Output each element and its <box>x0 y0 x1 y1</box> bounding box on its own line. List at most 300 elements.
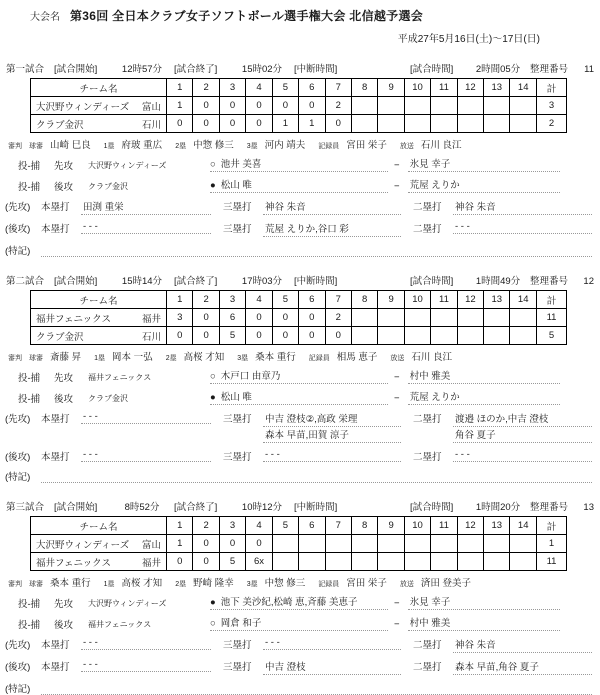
inning-header-cell: 10 <box>405 291 431 309</box>
battery-separator: − <box>394 619 400 630</box>
inning-header-cell: 1 <box>167 79 193 97</box>
officials-row <box>0 349 600 363</box>
battery-label: 投-捕 <box>18 620 41 631</box>
team-total: 2 <box>537 115 567 133</box>
inning-score-cell <box>299 535 325 553</box>
inning-score-cell: 6 <box>220 309 246 327</box>
pitcher-field <box>210 177 388 193</box>
inning-score-cell: 0 <box>220 115 246 133</box>
inning-score-cell <box>484 309 510 327</box>
double-line: - - - <box>453 221 592 234</box>
inning-score-cell <box>378 553 404 571</box>
battery-separator: − <box>394 372 400 383</box>
triple-label: 三塁打 <box>223 224 252 235</box>
line-score-table <box>30 78 567 133</box>
inning-header-cell: 9 <box>378 291 404 309</box>
triple-line: 中吉 澄枝②,高政 栄理 <box>263 411 401 427</box>
inning-score-cell <box>352 535 378 553</box>
inning-scores <box>167 97 537 115</box>
team-row <box>31 535 567 553</box>
inning-score-cell <box>378 309 404 327</box>
double-line: - - - <box>453 449 592 462</box>
game-title: 第一試合 <box>6 64 45 75</box>
inning-score-cell: 0 <box>246 115 272 133</box>
start-time: 12時57分 <box>121 64 163 75</box>
start-time: 8時52分 <box>124 502 160 513</box>
table-header-row <box>31 291 567 309</box>
end-label: [試合終了] <box>174 276 218 287</box>
homerun-label: 本塁打 <box>41 640 70 651</box>
plate-umpire-label: 球審 <box>29 355 43 362</box>
notes-line <box>41 682 592 695</box>
catcher-name: 氷見 幸子 <box>408 156 560 172</box>
inning-score-cell: 1 <box>167 535 193 553</box>
team-name-header: チーム名 <box>31 291 167 309</box>
first-base-umpire-name: 岡本 一弘 <box>112 352 153 363</box>
team-total: 5 <box>537 327 567 345</box>
notes-label: (特記) <box>5 472 31 483</box>
announcer-label: 放送 <box>390 355 405 362</box>
team-prefecture: 石川 <box>141 331 161 343</box>
inning-score-cell <box>405 327 431 345</box>
scorer-label: 記録員 <box>308 355 330 362</box>
triple-label: 三塁打 <box>223 662 252 673</box>
homerun-label: 本塁打 <box>41 414 70 425</box>
inning-header-cell: 5 <box>273 291 299 309</box>
team-name: 大沢野ウィンディーズ <box>36 539 130 551</box>
inning-score-cell: 0 <box>193 553 219 571</box>
pitcher-names: 木戸口 由章乃 <box>220 371 281 382</box>
inning-score-cell <box>431 115 457 133</box>
battery-label: 投-捕 <box>18 161 41 172</box>
hits-row-second <box>0 449 600 463</box>
inning-score-cell <box>405 115 431 133</box>
duration-value: 2時間05分 <box>475 64 521 75</box>
side-label: (後攻) <box>5 662 31 673</box>
plate-umpire-label: 球審 <box>29 143 43 150</box>
inning-headers <box>167 291 537 309</box>
battery-separator: − <box>394 181 400 192</box>
inning-score-cell <box>431 97 457 115</box>
battery-team-name: 福井フェニックス <box>88 373 152 382</box>
scorer-name: 宮田 栄子 <box>346 140 387 151</box>
double-label: 二塁打 <box>413 414 442 425</box>
announcer-name: 石川 良江 <box>411 352 453 363</box>
inning-score-cell: 0 <box>167 553 193 571</box>
inning-score-cell <box>510 97 536 115</box>
inning-header-cell: 12 <box>458 79 484 97</box>
homerun-values <box>81 199 211 215</box>
team-cell <box>31 115 167 133</box>
pitcher-field <box>210 389 388 405</box>
team-name: クラブ金沢 <box>36 119 84 131</box>
inning-score-cell <box>273 535 299 553</box>
homerun-values <box>81 659 211 672</box>
inning-header-cell: 9 <box>378 517 404 535</box>
homerun-values <box>81 449 211 462</box>
homerun-values <box>81 637 211 650</box>
serial-value: 11 <box>584 64 594 75</box>
inning-score-cell: 0 <box>299 327 325 345</box>
team-row <box>31 327 567 345</box>
start-label: [試合開始] <box>54 64 98 75</box>
third-base-label: 3塁 <box>246 143 258 150</box>
side-label: (後攻) <box>5 452 31 463</box>
battery-row-second <box>0 389 600 405</box>
scorer-label: 記録員 <box>318 143 340 150</box>
plate-umpire-name: 斎藤 昇 <box>50 352 82 363</box>
inning-score-cell <box>378 115 404 133</box>
line-score-table <box>30 290 567 345</box>
battery-row-first <box>0 594 600 610</box>
triple-label: 三塁打 <box>223 202 252 213</box>
table-header-row <box>31 79 567 97</box>
notes-row <box>0 681 600 695</box>
inning-score-cell: 2 <box>326 309 352 327</box>
duration-value: 1時間20分 <box>475 502 521 513</box>
triple-values <box>263 637 401 650</box>
hits-row-first <box>0 411 600 443</box>
inning-header-cell: 11 <box>431 291 457 309</box>
homerun-label: 本塁打 <box>41 452 70 463</box>
inning-score-cell: 0 <box>220 535 246 553</box>
pitcher-names: 松山 唯 <box>220 180 252 191</box>
catcher-name: 荒屋 えりか <box>408 389 560 405</box>
inning-score-cell <box>378 97 404 115</box>
inning-header-cell: 2 <box>193 291 219 309</box>
third-base-label: 3塁 <box>246 581 258 588</box>
inning-score-cell <box>458 535 484 553</box>
side-label: 先攻 <box>54 373 74 384</box>
inning-score-cell: 0 <box>193 327 219 345</box>
inning-score-cell <box>431 553 457 571</box>
inning-header-cell: 6 <box>299 79 325 97</box>
double-label: 二塁打 <box>413 662 442 673</box>
team-cell <box>31 535 167 553</box>
inning-header-cell: 12 <box>458 291 484 309</box>
total-header: 計 <box>537 79 567 97</box>
homerun-label: 本塁打 <box>41 224 70 235</box>
pitcher-field <box>210 594 388 610</box>
side-label: 先攻 <box>54 599 74 610</box>
inning-score-cell <box>405 553 431 571</box>
team-prefecture: 福井 <box>141 313 161 325</box>
inning-score-cell: 0 <box>193 115 219 133</box>
homerun-line: - - - <box>81 221 211 234</box>
inning-score-cell <box>352 327 378 345</box>
pitcher-names: 池下 美沙紀,松崎 恵,斉藤 美恵子 <box>220 597 358 608</box>
inning-header-cell: 11 <box>431 79 457 97</box>
team-cell <box>31 309 167 327</box>
double-line: 渡邉 ほのか,中吉 澄枝 <box>453 411 592 427</box>
win-loss-mark: ● <box>210 180 216 191</box>
inning-score-cell <box>405 535 431 553</box>
inning-header-cell: 2 <box>193 79 219 97</box>
team-name: 福井フェニックス <box>36 557 112 569</box>
duration-label: [試合時間] <box>410 64 454 75</box>
team-prefecture: 福井 <box>141 557 161 569</box>
inning-score-cell <box>484 327 510 345</box>
inning-score-cell: 0 <box>299 97 325 115</box>
inning-header-cell: 4 <box>246 291 272 309</box>
homerun-label: 本塁打 <box>41 202 70 213</box>
double-label: 二塁打 <box>413 202 442 213</box>
inning-header-cell: 7 <box>326 517 352 535</box>
end-time: 10時12分 <box>241 502 283 513</box>
tournament-name-label: 大会名 <box>30 12 60 23</box>
inning-score-cell: 2 <box>326 97 352 115</box>
battery-row-second <box>0 615 600 631</box>
triple-label: 三塁打 <box>223 452 252 463</box>
triple-values <box>263 199 401 215</box>
inning-score-cell <box>299 553 325 571</box>
triple-line: 中吉 澄枝 <box>263 659 401 675</box>
double-values <box>453 411 592 443</box>
inning-score-cell <box>352 115 378 133</box>
plate-umpire-name: 山崎 巳良 <box>50 140 91 151</box>
pitcher-names: 池井 美喜 <box>220 159 262 170</box>
inning-score-cell <box>458 97 484 115</box>
inning-score-cell <box>510 553 536 571</box>
inning-score-cell <box>431 535 457 553</box>
triple-label: 三塁打 <box>223 414 252 425</box>
win-loss-mark: ● <box>210 597 216 608</box>
side-label: (先攻) <box>5 640 31 651</box>
inning-score-cell: 0 <box>167 327 193 345</box>
battery-label: 投-捕 <box>18 394 41 405</box>
inning-header-cell: 5 <box>273 79 299 97</box>
inning-score-cell: 1 <box>167 97 193 115</box>
game-title: 第二試合 <box>6 276 45 287</box>
table-header-row <box>31 517 567 535</box>
homerun-label: 本塁打 <box>41 662 70 673</box>
umpire-label: 審判 <box>8 143 22 150</box>
inning-score-cell: 0 <box>220 97 246 115</box>
team-cell <box>31 327 167 345</box>
battery-row-second <box>0 177 600 193</box>
battery-team-name: 福井フェニックス <box>88 620 152 629</box>
duration-label: [試合時間] <box>410 276 454 287</box>
inning-header-cell: 9 <box>378 79 404 97</box>
inning-score-cell <box>378 535 404 553</box>
first-base-label: 1塁 <box>103 143 115 150</box>
homerun-values <box>81 221 211 234</box>
homerun-values <box>81 411 211 424</box>
total-header: 計 <box>537 517 567 535</box>
inning-score-cell <box>378 327 404 345</box>
inning-header-cell: 7 <box>326 79 352 97</box>
team-total: 11 <box>537 309 567 327</box>
inning-score-cell: 5 <box>220 327 246 345</box>
hits-row-second <box>0 659 600 675</box>
inning-score-cell <box>352 309 378 327</box>
inning-score-cell: 0 <box>193 309 219 327</box>
pitcher-field <box>210 615 388 631</box>
game-section <box>0 273 600 483</box>
inning-headers <box>167 79 537 97</box>
side-label: 先攻 <box>54 161 74 172</box>
team-prefecture: 石川 <box>141 119 161 131</box>
inning-score-cell: 0 <box>326 327 352 345</box>
line-score-table <box>30 516 567 571</box>
third-base-umpire-name: 河内 靖夫 <box>264 140 306 151</box>
battery-row-first <box>0 368 600 384</box>
serial-label: 整理番号 <box>530 276 569 287</box>
homerun-line: - - - <box>81 659 211 672</box>
umpire-label: 審判 <box>8 581 22 588</box>
inning-score-cell <box>458 115 484 133</box>
plate-umpire-name: 桑本 重行 <box>50 578 91 589</box>
document-header <box>30 7 600 24</box>
battery-team-name: クラブ金沢 <box>88 182 128 191</box>
battery-separator: − <box>394 598 400 609</box>
pause-label: [中断時間] <box>294 276 338 287</box>
scorer-name: 相馬 恵子 <box>336 352 378 363</box>
inning-score-cell <box>458 553 484 571</box>
inning-score-cell <box>510 535 536 553</box>
inning-score-cell <box>431 309 457 327</box>
double-values <box>453 199 592 215</box>
triple-line: 荒屋 えりか,谷口 彩 <box>263 221 401 237</box>
inning-score-cell <box>484 115 510 133</box>
team-row <box>31 553 567 571</box>
duration-label: [試合時間] <box>410 502 454 513</box>
start-time: 15時14分 <box>121 276 163 287</box>
notes-row <box>0 243 600 257</box>
inning-header-cell: 2 <box>193 517 219 535</box>
inning-header-cell: 5 <box>273 517 299 535</box>
double-line: 森本 早苗,角谷 夏子 <box>453 659 592 675</box>
triple-line-2: 森本 早苗,田賀 涼子 <box>263 427 401 443</box>
pitcher-field <box>210 368 388 384</box>
game-header <box>0 61 600 75</box>
inning-score-cell <box>510 327 536 345</box>
double-values <box>453 449 592 462</box>
win-loss-mark: ○ <box>210 371 216 382</box>
announcer-name: 石川 良江 <box>420 140 462 151</box>
win-loss-mark: ○ <box>210 159 216 170</box>
scorer-label: 記録員 <box>318 581 340 588</box>
inning-score-cell <box>431 327 457 345</box>
end-time: 15時02分 <box>241 64 283 75</box>
team-row <box>31 97 567 115</box>
double-line-2: 角谷 夏子 <box>453 427 592 443</box>
inning-score-cell <box>510 309 536 327</box>
total-header: 計 <box>537 291 567 309</box>
inning-header-cell: 13 <box>484 79 510 97</box>
inning-header-cell: 12 <box>458 517 484 535</box>
battery-label: 投-捕 <box>18 182 41 193</box>
inning-score-cell: 0 <box>273 327 299 345</box>
third-base-umpire-name: 桑本 重行 <box>255 352 296 363</box>
start-label: [試合開始] <box>54 276 98 287</box>
win-loss-mark: ○ <box>210 618 216 629</box>
serial-value: 13 <box>583 502 594 513</box>
serial-label: 整理番号 <box>530 64 569 75</box>
inning-score-cell <box>510 115 536 133</box>
team-prefecture: 富山 <box>141 101 161 113</box>
inning-header-cell: 6 <box>299 517 325 535</box>
inning-score-cell: 0 <box>167 115 193 133</box>
inning-score-cell: 0 <box>246 535 272 553</box>
double-line: 神谷 朱音 <box>453 199 592 215</box>
inning-score-cell <box>352 97 378 115</box>
second-base-umpire-name: 高桜 才知 <box>183 352 225 363</box>
win-loss-mark: ● <box>210 392 216 403</box>
inning-header-cell: 13 <box>484 517 510 535</box>
third-base-label: 3塁 <box>237 355 249 362</box>
inning-score-cell: 0 <box>246 97 272 115</box>
homerun-line: - - - <box>81 449 211 462</box>
double-label: 二塁打 <box>413 452 442 463</box>
announcer-label: 放送 <box>399 581 414 588</box>
inning-scores <box>167 535 537 553</box>
inning-scores <box>167 115 537 133</box>
inning-header-cell: 7 <box>326 291 352 309</box>
team-cell <box>31 97 167 115</box>
triple-line: 神谷 朱音 <box>263 199 401 215</box>
side-label: 後攻 <box>54 394 74 405</box>
pitcher-field <box>210 156 388 172</box>
end-label: [試合終了] <box>174 64 218 75</box>
team-total: 11 <box>537 553 567 571</box>
inning-header-cell: 3 <box>220 517 246 535</box>
side-label: 後攻 <box>54 182 74 193</box>
inning-score-cell <box>273 553 299 571</box>
inning-score-cell <box>484 553 510 571</box>
homerun-line: - - - <box>81 411 211 424</box>
battery-label: 投-捕 <box>18 373 41 384</box>
announcer-name: 済田 登美子 <box>420 578 472 589</box>
inning-header-cell: 14 <box>510 291 536 309</box>
first-base-umpire-name: 府玻 重広 <box>121 140 163 151</box>
homerun-line: 田渕 重栄 <box>81 199 211 215</box>
inning-score-cell: 5 <box>220 553 246 571</box>
inning-score-cell <box>484 535 510 553</box>
inning-score-cell: 0 <box>299 309 325 327</box>
inning-score-cell: 1 <box>273 115 299 133</box>
pause-label: [中断時間] <box>294 502 338 513</box>
triple-values <box>263 411 401 443</box>
double-label: 二塁打 <box>413 224 442 235</box>
team-total: 3 <box>537 97 567 115</box>
triple-values <box>263 221 401 237</box>
battery-team-name: 大沢野ウィンディーズ <box>88 599 167 608</box>
catcher-name: 氷見 幸子 <box>408 594 560 610</box>
inning-score-cell: 0 <box>326 115 352 133</box>
plate-umpire-label: 球審 <box>29 581 43 588</box>
side-label: 後攻 <box>54 620 74 631</box>
first-base-umpire-name: 高桜 才知 <box>121 578 163 589</box>
double-values <box>453 637 592 653</box>
side-label: (後攻) <box>5 224 31 235</box>
hits-row-first <box>0 637 600 653</box>
team-name: クラブ金沢 <box>36 331 84 343</box>
team-cell <box>31 553 167 571</box>
battery-label: 投-捕 <box>18 599 41 610</box>
inning-score-cell <box>326 535 352 553</box>
inning-header-cell: 6 <box>299 291 325 309</box>
end-label: [試合終了] <box>174 502 218 513</box>
inning-scores <box>167 327 537 345</box>
inning-header-cell: 14 <box>510 517 536 535</box>
second-base-label: 2塁 <box>165 355 177 362</box>
scorer-name: 宮田 栄子 <box>346 578 387 589</box>
serial-value: 12 <box>583 276 594 287</box>
inning-score-cell <box>352 553 378 571</box>
third-base-umpire-name: 中惣 修三 <box>264 578 306 589</box>
inning-header-cell: 3 <box>220 79 246 97</box>
